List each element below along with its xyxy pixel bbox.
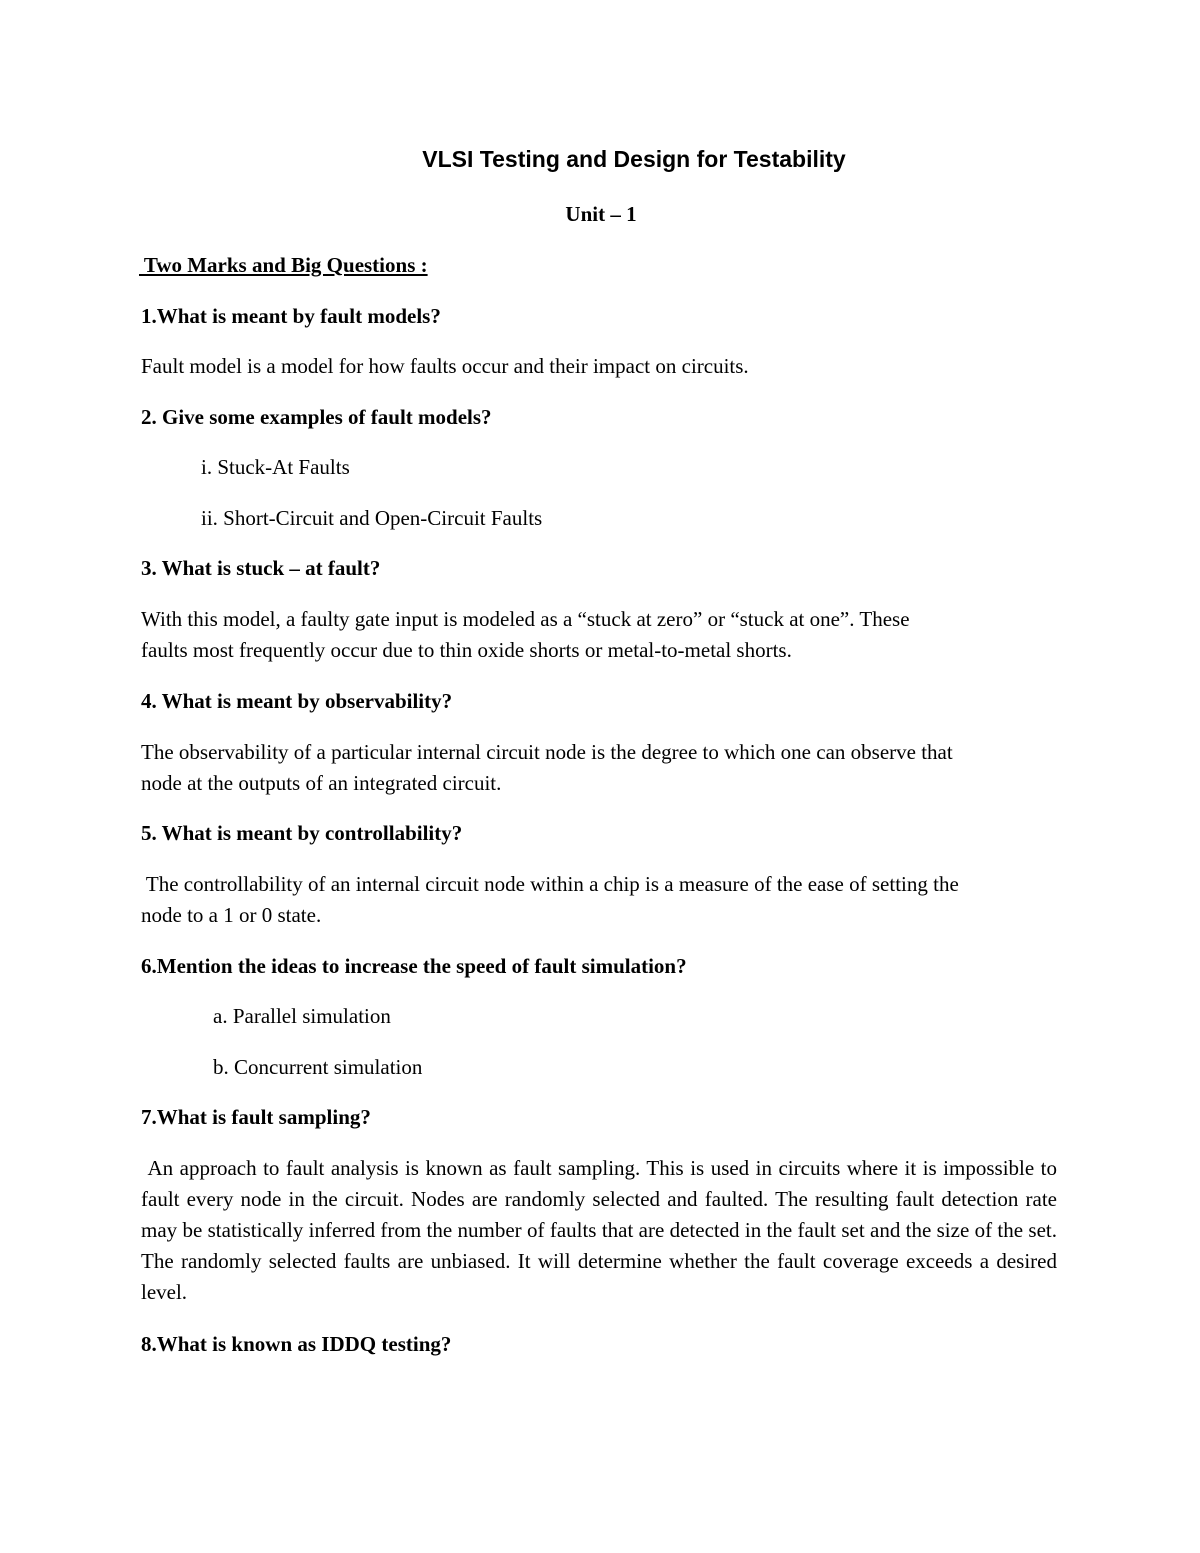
question-8: 8.What is known as IDDQ testing? — [141, 1332, 452, 1356]
document-title: VLSI Testing and Design for Testability — [422, 146, 846, 172]
answer-3-line: faults most frequently occur due to thin oxide shorts or metal-to-metal shorts. — [141, 638, 792, 662]
list-item: i. Stuck-At Faults — [201, 455, 350, 479]
answer-3-line: With this model, a faulty gate input is modeled as a “stuck at zero” or “stuck at one”. These — [141, 607, 910, 631]
question-1: 1.What is meant by fault models? — [141, 304, 441, 328]
question-3: 3. What is stuck – at fault? — [141, 556, 381, 580]
question-5: 5. What is meant by controllability? — [141, 821, 463, 845]
list-item: b. Concurrent simulation — [213, 1055, 423, 1079]
question-7: 7.What is fault sampling? — [141, 1105, 371, 1129]
answer-5-line: node to a 1 or 0 state. — [141, 903, 322, 927]
unit-heading: Unit – 1 — [565, 202, 637, 226]
answer-4-line: node at the outputs of an integrated circuit. — [141, 771, 502, 795]
answer-1: Fault model is a model for how faults occur and their impact on circuits. — [141, 354, 749, 378]
list-item: a. Parallel simulation — [213, 1004, 391, 1028]
answer-7: An approach to fault analysis is known as fault sampling. This is used in circuits where it is impossible to fault every node in the circuit. Nodes are randomly selected and faulted. The resulting fault detection rate may be statistically inferred from the number of faults that are detected in the fault set and the size of the set. The randomly selected faults are unbiased. It will determine whether the fault coverage exceeds a desired level. — [141, 1156, 1063, 1304]
section-heading: Two Marks and Big Questions : — [139, 253, 428, 277]
question-2: 2. Give some examples of fault models? — [141, 405, 492, 429]
list-item: ii. Short-Circuit and Open-Circuit Faults — [201, 506, 543, 530]
question-4: 4. What is meant by observability? — [141, 689, 453, 713]
answer-4-line: The observability of a particular internal circuit node is the degree to which one can observe that — [141, 740, 953, 764]
question-6: 6.Mention the ideas to increase the speed of fault simulation? — [141, 954, 687, 978]
answer-5-line: The controllability of an internal circuit node within a chip is a measure of the ease of setting the — [141, 872, 959, 896]
